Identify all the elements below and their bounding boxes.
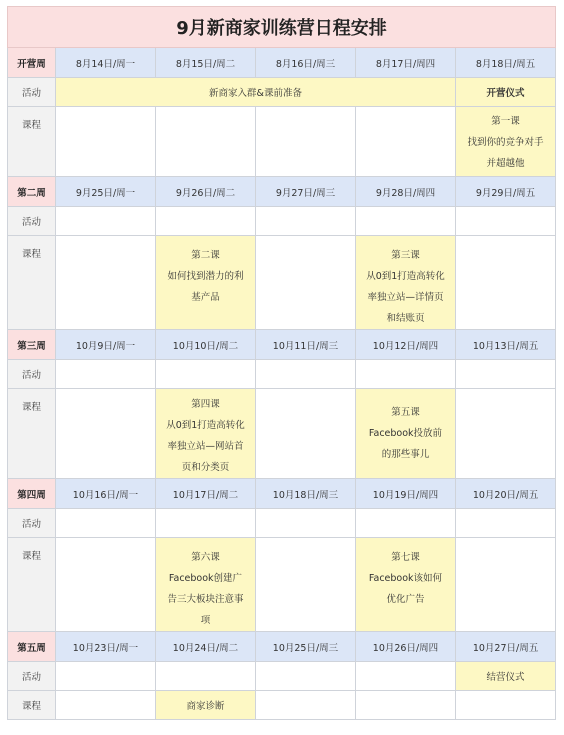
course-title: 第二课 (191, 250, 220, 261)
page-title: 9月新商家训练营日程安排 (8, 7, 556, 48)
date-cell: 8月15日/周二 (156, 48, 256, 78)
course-cell (256, 691, 356, 720)
date-cell: 10月12日/周四 (356, 330, 456, 360)
activity-cell: 结营仪式 (456, 662, 556, 691)
schedule-table (7, 6, 556, 720)
date-cell: 9月25日/周一 (56, 177, 156, 207)
activity-cell (456, 207, 556, 236)
activity-label: 活动 (8, 662, 56, 691)
course-desc: 从0到1打造高转化率独立站—网站首页和分类页 (166, 420, 245, 473)
week-label: 第四周 (8, 479, 56, 509)
week-header-row (8, 479, 556, 509)
course-cell (256, 236, 356, 330)
date-cell: 10月11日/周三 (256, 330, 356, 360)
course-cell (456, 538, 556, 632)
course-title: 第一课 (491, 116, 520, 127)
week-header-row (8, 177, 556, 207)
date-cell: 10月23日/周一 (56, 632, 156, 662)
activity-cell (356, 662, 456, 691)
course-row (8, 107, 556, 177)
course-title: 第七课 (391, 552, 420, 563)
course-cell (456, 107, 556, 177)
activity-cell (56, 662, 156, 691)
date-cell: 9月26日/周二 (156, 177, 256, 207)
date-cell: 10月17日/周二 (156, 479, 256, 509)
course-desc: 从0到1打造高转化率独立站—详情页和结账页 (366, 271, 445, 324)
activity-cell (156, 662, 256, 691)
course-desc: Facebook创建广告三大板块注意事项 (167, 573, 244, 626)
activity-cell: 开营仪式 (456, 78, 556, 107)
date-cell: 8月14日/周一 (56, 48, 156, 78)
course-cell (56, 691, 156, 720)
week-label: 开营周 (8, 48, 56, 78)
activity-row (8, 78, 556, 107)
course-desc: 找到你的竞争对手并超越他 (467, 137, 544, 169)
activity-cell (256, 207, 356, 236)
course-row (8, 538, 556, 632)
activity-label: 活动 (8, 78, 56, 107)
course-title: 第六课 (191, 552, 220, 563)
activity-row (8, 509, 556, 538)
course-cell (56, 389, 156, 479)
course-cell (156, 107, 256, 177)
activity-cell (456, 509, 556, 538)
date-cell: 10月9日/周一 (56, 330, 156, 360)
course-cell (456, 691, 556, 720)
course-cell (256, 107, 356, 177)
week-label: 第五周 (8, 632, 56, 662)
activity-cell (356, 360, 456, 389)
course-label: 课程 (8, 538, 56, 632)
date-cell: 8月18日/周五 (456, 48, 556, 78)
course-cell (156, 236, 256, 330)
activity-cell (256, 662, 356, 691)
course-cell (356, 538, 456, 632)
course-cell (356, 236, 456, 330)
week-header-row (8, 48, 556, 78)
activity-cell (56, 207, 156, 236)
week-label: 第二周 (8, 177, 56, 207)
course-cell (56, 236, 156, 330)
course-title: 第四课 (191, 399, 220, 410)
course-row (8, 389, 556, 479)
activity-label: 活动 (8, 360, 56, 389)
activity-label: 活动 (8, 509, 56, 538)
course-cell (456, 389, 556, 479)
date-cell: 9月27日/周三 (256, 177, 356, 207)
date-cell: 10月20日/周五 (456, 479, 556, 509)
activity-cell (156, 360, 256, 389)
date-cell: 9月29日/周五 (456, 177, 556, 207)
date-cell: 9月28日/周四 (356, 177, 456, 207)
activity-cell (56, 360, 156, 389)
course-desc: Facebook该如何优化广告 (368, 573, 443, 605)
course-desc: Facebook投放前的那些事儿 (368, 428, 443, 460)
course-cell (356, 691, 456, 720)
activity-cell (256, 360, 356, 389)
activity-cell: 新商家入群&课前准备 (56, 78, 456, 107)
course-row (8, 236, 556, 330)
course-cell (356, 107, 456, 177)
date-cell: 10月25日/周三 (256, 632, 356, 662)
course-label: 课程 (8, 389, 56, 479)
date-cell: 10月26日/周四 (356, 632, 456, 662)
course-label: 课程 (8, 107, 56, 177)
week-header-row (8, 330, 556, 360)
activity-label: 活动 (8, 207, 56, 236)
activity-row (8, 360, 556, 389)
activity-cell (356, 509, 456, 538)
course-label: 课程 (8, 691, 56, 720)
course-title: 第三课 (391, 250, 420, 261)
activity-cell (456, 360, 556, 389)
activity-cell (156, 207, 256, 236)
activity-cell (56, 509, 156, 538)
week-label: 第三周 (8, 330, 56, 360)
activity-cell (256, 509, 356, 538)
course-cell (56, 107, 156, 177)
course-cell (356, 389, 456, 479)
activity-row (8, 207, 556, 236)
course-cell (56, 538, 156, 632)
course-cell: 商家诊断 (156, 691, 256, 720)
date-cell: 10月10日/周二 (156, 330, 256, 360)
activity-row (8, 662, 556, 691)
course-cell (256, 538, 356, 632)
activity-cell (356, 207, 456, 236)
week-header-row (8, 632, 556, 662)
date-cell: 10月19日/周四 (356, 479, 456, 509)
course-cell (256, 389, 356, 479)
date-cell: 8月16日/周三 (256, 48, 356, 78)
date-cell: 10月27日/周五 (456, 632, 556, 662)
date-cell: 10月13日/周五 (456, 330, 556, 360)
date-cell: 10月24日/周二 (156, 632, 256, 662)
date-cell: 8月17日/周四 (356, 48, 456, 78)
course-row (8, 691, 556, 720)
course-desc: 如何找到潜力的利基产品 (167, 271, 244, 303)
course-cell (156, 389, 256, 479)
course-title: 第五课 (391, 407, 420, 418)
course-cell (456, 236, 556, 330)
date-cell: 10月16日/周一 (56, 479, 156, 509)
activity-cell (156, 509, 256, 538)
course-label: 课程 (8, 236, 56, 330)
course-cell (156, 538, 256, 632)
date-cell: 10月18日/周三 (256, 479, 356, 509)
